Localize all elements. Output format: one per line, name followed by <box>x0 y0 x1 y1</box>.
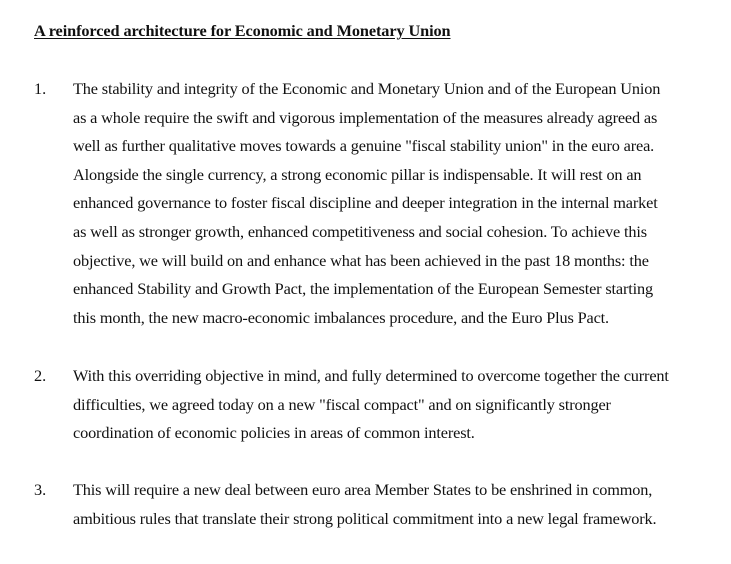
document-heading: A reinforced architecture for Economic and Monetary Union <box>34 21 451 40</box>
paragraph-line: This will require a new deal between euro area Member States to be enshrined in common, <box>73 480 653 499</box>
paragraph-line: as well as stronger growth, enhanced competitiveness and social cohesion. To achieve this <box>73 221 647 241</box>
paragraph-number: 1. <box>34 79 47 98</box>
paragraph-line: The stability and integrity of the Economic and Monetary Union and of the European Union <box>73 79 661 98</box>
paragraph-line: enhanced Stability and Growth Pact, the implementation of the European Semester starting <box>73 279 654 299</box>
paragraph-number: 2. <box>34 366 47 385</box>
paragraph-body <box>73 476 656 533</box>
paragraph-line: coordination of economic policies in areas of common interest. <box>73 423 475 443</box>
paragraph-line: well as further qualitative moves towards a genuine "fiscal stability union" in the euro area. <box>73 136 655 156</box>
paragraph-line: ambitious rules that translate their strong political commitment into a new legal framework. <box>73 508 657 528</box>
paragraph-body <box>73 75 660 332</box>
paragraph-line: difficulties, we agreed today on a new "fiscal compact" and on significantly stronger <box>73 394 611 414</box>
paragraph-line: this month, the new macro-economic imbalances procedure, and the Euro Plus Pact. <box>73 307 609 327</box>
paragraph-line: enhanced governance to foster fiscal discipline and deeper integration in the internal market <box>73 193 658 213</box>
paragraph-body <box>73 362 669 448</box>
paragraph-line: as a whole require the swift and vigorous implementation of the measures already agreed as <box>73 107 658 127</box>
paragraph-line: objective, we will build on and enhance what has been achieved in the past 18 months: the <box>73 250 649 270</box>
paragraph-line: Alongside the single currency, a strong economic pillar is indispensable. It will rest on an <box>73 164 642 184</box>
paragraph-line: With this overriding objective in mind, and fully determined to overcome together the current <box>73 366 669 385</box>
paragraph-number: 3. <box>34 480 47 499</box>
